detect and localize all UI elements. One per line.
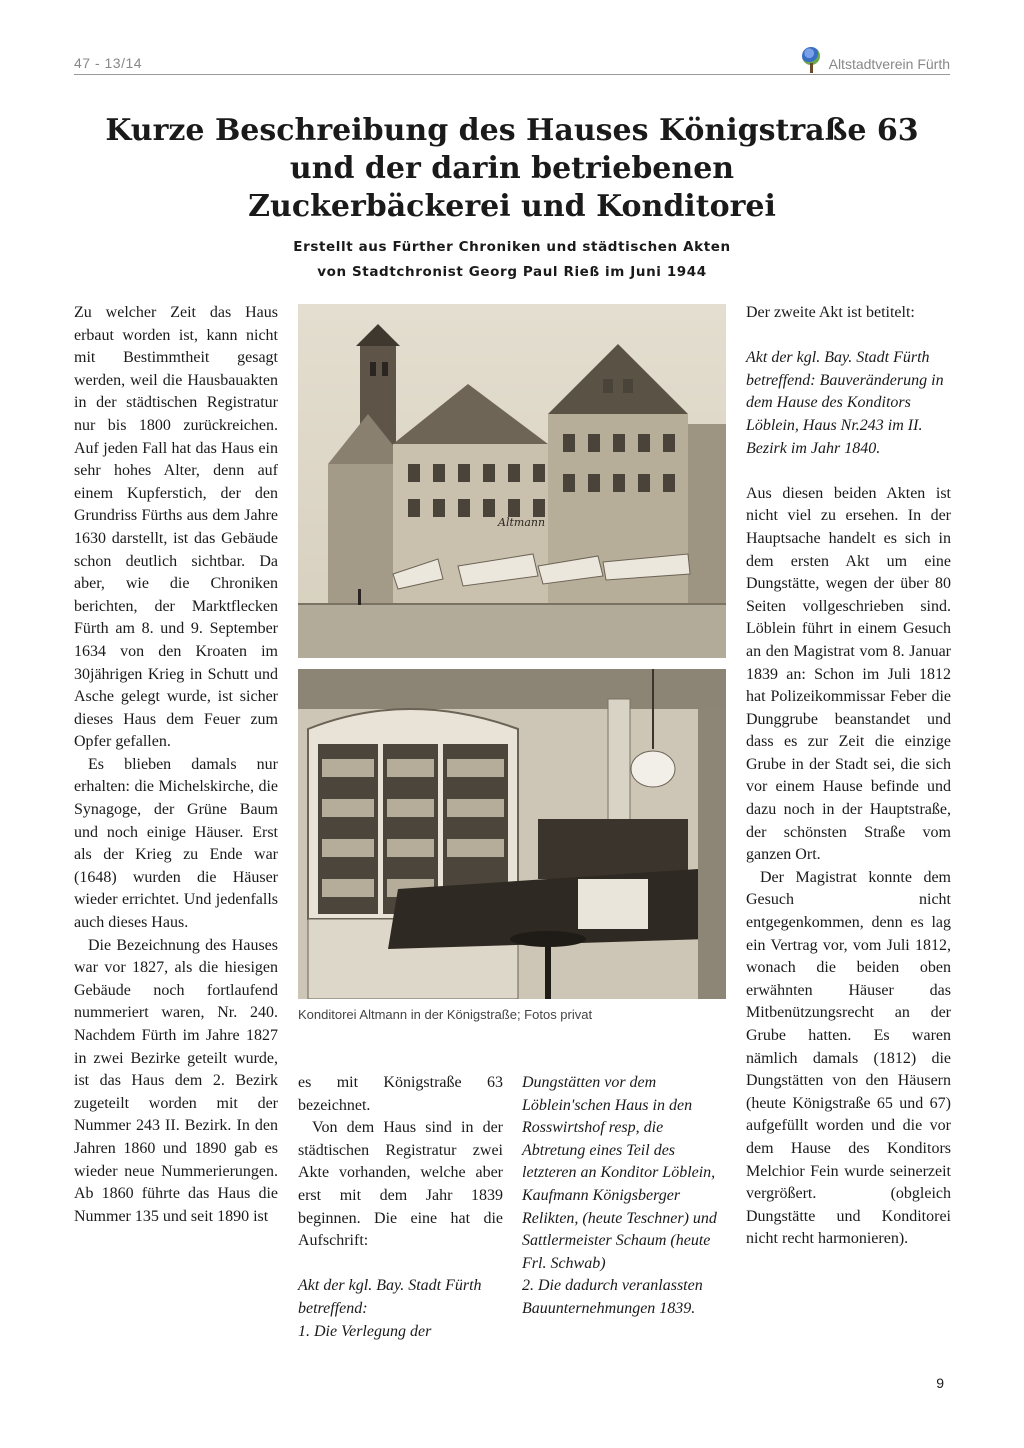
paragraph-italic: Akt der kgl. Bay. Stadt Fürth betreffend: Bauveränderung in dem Hause des Konditors Löblein, Haus Nr.243 im II. Bezirk im Jahr 1840. bbox=[746, 349, 944, 457]
paragraph-italic: Akt der kgl. Bay. Stadt Fürth betreffend: bbox=[298, 1277, 482, 1317]
street-photo bbox=[298, 304, 726, 658]
article-subtitle bbox=[74, 235, 950, 285]
paragraph: es mit Königstraße 63 bezeichnet. bbox=[298, 1074, 503, 1114]
paragraph: Der zweite Akt ist betitelt: bbox=[746, 304, 915, 321]
subtitle-line-1: Erstellt aus Fürther Chroniken und städtischen Akten bbox=[293, 239, 731, 255]
title-line-2: und der darin betriebenen bbox=[289, 151, 735, 186]
page-number: 9 bbox=[936, 1375, 944, 1391]
paragraph: Die Bezeichnung des Hauses war vor 1827, als die hiesigen Gebäude noch fortlaufend nummeriert waren, Nr. 240. Nachdem Fürth im Jahre 1827 in zwei Bezirke geteilt wurde, ist das Haus dem 2. Bezirk zugeteilt worden mit der Nummer 243 II. Bezirk. In den Jahren 1860 und 1890 gab es wieder neue Nummerierungen. Ab 1860 führte das Haus die Nummer 135 und seit 1890 ist bbox=[74, 936, 278, 1225]
column-2a bbox=[298, 1072, 503, 1343]
paragraph-italic: Dungstätten vor dem Löblein'schen Haus in den Rosswirtshof resp, die Abtretung eines Teil des letzteren an Konditor Löblein, Kaufmann Königsberger Relikten, (heute Teschner) und Sattlermeister Schaum (heute Frl. Schwab) bbox=[522, 1074, 717, 1272]
paragraph: Zu welcher Zeit das Haus erbaut worden ist, kann nicht mit Bestimmtheit gesagt werden, weil die Hausbauakten in der städtischen Registratur nur bis 1800 zurückreichen. Auf jeden Fall hat das Haus ein sehr hohes Alter, denn auf einem Kupferstich, der den Grundriss Fürths aus dem Jahre 1630 darstellt, ist das Gebäude schon deutlich sichtbar. Da aber, wie die Chroniken berichten, der Marktflecken Fürth am 8. und 9. September 1634 von den Kroaten im 30jährigen Krieg in Schutt und Asche gelegt wurde, ist sicher dieses Haus dem Feuer zum Opfer gefallen. bbox=[74, 304, 278, 751]
title-line-3: Zuckerbäckerei und Konditorei bbox=[248, 189, 776, 224]
paragraph-italic: 1. Die Verlegung der bbox=[298, 1322, 432, 1340]
paragraph: Von dem Haus sind in der städtischen Registratur zwei Akte vorhanden, welche aber erst mit dem Jahr 1839 beginnen. Die eine hat die Aufschrift: bbox=[298, 1119, 503, 1250]
tree-icon bbox=[801, 47, 821, 73]
column-1 bbox=[74, 302, 278, 1228]
paragraph-italic: 2. Die dadurch veranlassten Bauunternehmungen 1839. bbox=[522, 1277, 703, 1317]
photo-caption: Konditorei Altmann in der Königstraße; Fotos privat bbox=[298, 1007, 593, 1022]
article-title bbox=[74, 112, 950, 226]
shop-sign-text: Altmann bbox=[498, 516, 546, 529]
interior-photo bbox=[298, 669, 726, 999]
paragraph: Aus diesen beiden Akten ist nicht viel zu ersehen. In der Hauptsache handelt es sich in dem ersten Akt um eine Dungstätte, wegen der über 80 Seiten vollgeschrieben sind. Löblein führt in einem Gesuch an den Magistrat vom 8. Januar 1839 an: Schon im Juli 1812 hat Polizeikommissar Feber die Dunggrube beanstandet und dass es zur Zeit die einzige Grube in der Stadt sei, die sich vor einem Hause befinde und dazu noch in der Hauptstraße, der schönsten Straße vom ganzen Ort. bbox=[746, 484, 951, 864]
paragraph: Es blieben damals nur erhalten: die Michelskirche, die Synagoge, der Grüne Baum und noch einige Häuser. Erst als der Krieg zu Ende war (1648) wurden die Häuser wieder errichtet. Und jedenfalls auch dieses Haus. bbox=[74, 755, 278, 932]
subtitle-line-2: von Stadtchronist Georg Paul Rieß im Juni 1944 bbox=[317, 264, 707, 280]
column-3 bbox=[746, 302, 951, 1251]
org-name: Altstadtverein Fürth bbox=[828, 56, 950, 72]
title-line-1: Kurze Beschreibung des Hauses Königstraße 63 bbox=[105, 113, 919, 148]
header-rule bbox=[74, 74, 950, 75]
paragraph: Der Magistrat konnte dem Gesuch nicht entgegenkommen, denn es lag ein Vertrag vor, vom Juli 1812, wonach die beiden oben erwähnten Häuser das Mitbenützungsrecht an der Grube hatten. Es waren nämlich damals (1812) die Dungstätten von den Häusern (heute Königstraße 65 und 67) aufgefüllt worden und die vor dem Hause des Konditors Melchior Fein wurde seinerzeit vergrößert. (obgleich Dungstätte und Konditorei nicht recht harmonieren). bbox=[746, 868, 951, 1248]
header-org bbox=[801, 55, 950, 73]
column-2b bbox=[522, 1072, 727, 1321]
issue-number: 47 - 13/14 bbox=[74, 55, 143, 71]
